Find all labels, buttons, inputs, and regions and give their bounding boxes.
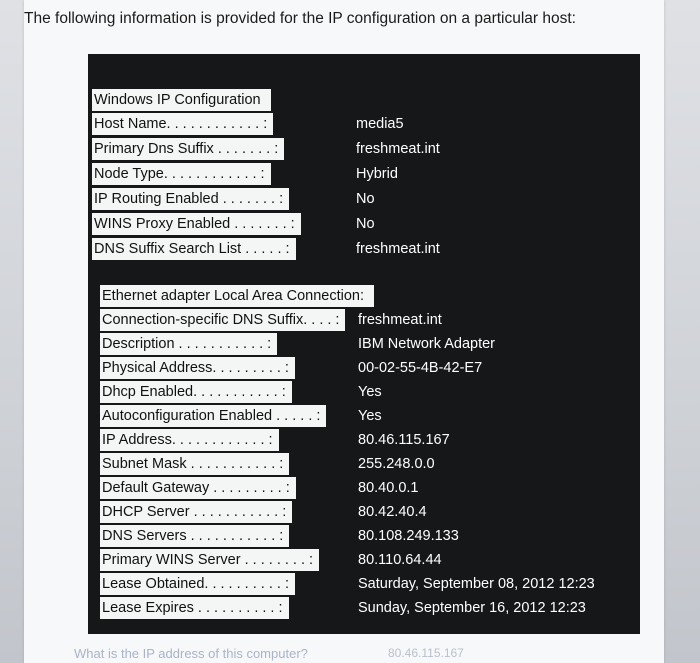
ipcfg-value: No [356,216,375,232]
ipcfg-value: Hybrid [356,166,398,182]
ipcfg-label: WINS Proxy Enabled . . . . . . . : [92,213,301,235]
ipcfg-value: No [356,191,375,207]
eth-row-dns-servers [100,525,620,547]
windows-ip-configuration-heading: Windows IP Configuration [92,89,271,111]
eth-label: Default Gateway . . . . . . . . . : [100,477,296,499]
eth-value: 80.108.249.133 [358,528,459,544]
ipcfg-label: Primary Dns Suffix . . . . . . . : [92,138,284,160]
follow-up-question: What is the IP address of this computer? [74,646,308,661]
eth-row-primary-wins-server [100,549,620,571]
eth-value: 80.40.0.1 [358,480,419,496]
eth-value: Yes [358,408,382,424]
ipcfg-row-host-name [92,113,512,135]
eth-value: 80.42.40.4 [358,504,427,520]
eth-row-lease-obtained [100,573,620,595]
eth-row-dhcp-server [100,501,620,523]
eth-row-dhcp-enabled [100,381,620,403]
eth-label: IP Address. . . . . . . . . . . . : [100,429,279,451]
ipcfg-row-primary-dns-suffix [92,138,512,160]
eth-label: Primary WINS Server . . . . . . . . : [100,549,319,571]
eth-row-subnet-mask [100,453,620,475]
eth-value: Yes [358,384,382,400]
eth-row-autoconfiguration-enabled [100,405,620,427]
eth-value: Saturday, September 08, 2012 12:23 [358,576,595,592]
ipcfg-row-dns-suffix-search-list [92,238,512,260]
follow-up-answer: 80.46.115.167 [388,646,464,660]
eth-label: Connection-specific DNS Suffix. . . . : [100,309,345,331]
ipcfg-value: freshmeat.int [356,141,440,157]
ipcfg-value: freshmeat.int [356,241,440,257]
eth-label: Autoconfiguration Enabled . . . . . : [100,405,326,427]
eth-value: 00-02-55-4B-42-E7 [358,360,483,376]
eth-label: Subnet Mask . . . . . . . . . . . : [100,453,289,475]
eth-label: Physical Address. . . . . . . . . : [100,357,295,379]
eth-value: freshmeat.int [358,312,442,328]
eth-row-default-gateway [100,477,620,499]
eth-value: Sunday, September 16, 2012 12:23 [358,600,586,616]
eth-label: DHCP Server . . . . . . . . . . . : [100,501,292,523]
ipcfg-label: Host Name. . . . . . . . . . . . : [92,113,273,135]
ethernet-adapter-heading: Ethernet adapter Local Area Connection: [100,285,374,307]
eth-row-connection-dns-suffix [100,309,620,331]
ipcfg-label: IP Routing Enabled . . . . . . . : [92,188,289,210]
eth-row-lease-expires [100,597,620,619]
eth-label: Lease Expires . . . . . . . . . . : [100,597,289,619]
ipcfg-label: DNS Suffix Search List . . . . . : [92,238,296,260]
ipcfg-row-wins-proxy-enabled [92,213,512,235]
ipconfig-screenshot [88,54,640,634]
ipcfg-value: media5 [356,116,404,132]
ipcfg-label: Node Type. . . . . . . . . . . . : [92,163,271,185]
eth-label: DNS Servers . . . . . . . . . . . : [100,525,289,547]
eth-label: Lease Obtained. . . . . . . . . . : [100,573,295,595]
eth-row-description [100,333,620,355]
eth-value: 255.248.0.0 [358,456,435,472]
eth-row-physical-address [100,357,620,379]
eth-value: IBM Network Adapter [358,336,495,352]
eth-row-ip-address [100,429,620,451]
question-text: The following information is provided for the IP configuration on a particular host: [24,10,576,27]
eth-label: Description . . . . . . . . . . . : [100,333,277,355]
ipcfg-row-ip-routing-enabled [92,188,512,210]
eth-label: Dhcp Enabled. . . . . . . . . . . : [100,381,292,403]
eth-value: 80.46.115.167 [358,432,450,448]
eth-value: 80.110.64.44 [358,552,442,568]
ipcfg-row-node-type [92,163,512,185]
